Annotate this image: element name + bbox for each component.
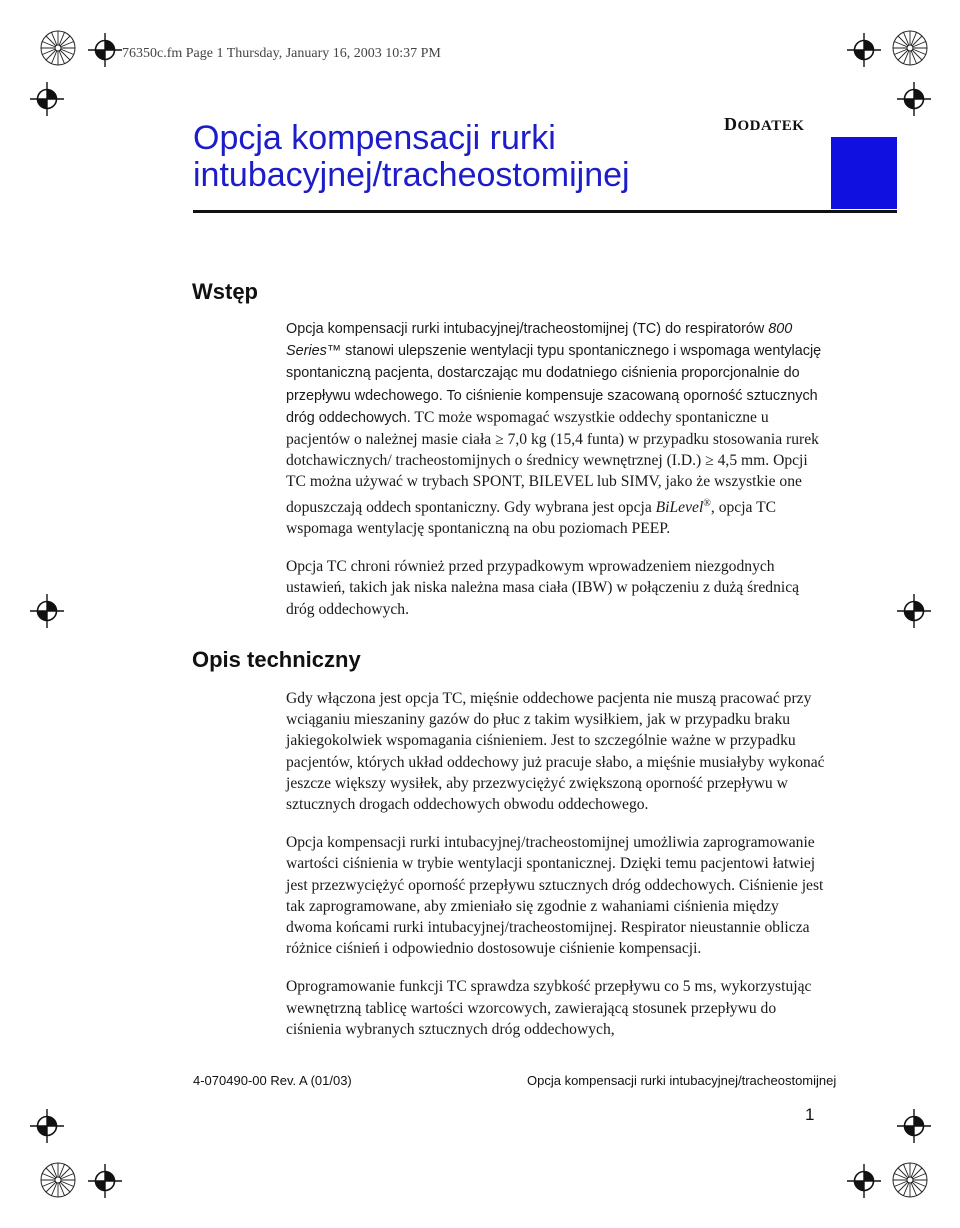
bilevel-term: BiLevel xyxy=(655,498,704,516)
intro-text-b: ™ stanowi ulepszenie wentylacji typu spontanicznego i wspomaga wentylację spontaniczną pacjenta, dostarczając mu dodatniego ciśnienia proporcjonalnie do przepływu wdechowego. To ciśnienie kompensuje szacowaną oporność sztucznych dróg oddechowych. xyxy=(286,343,822,426)
technical-paragraph-3: Oprogramowanie funkcji TC sprawdza szybkość przepływu co 5 ms, wykorzystując wewnętrzną tablicę wartości wzorcowych, zawierającą stosunek przepływu do ciśnienia wybranych sztucznych dróg oddechowych, xyxy=(286,978,812,1038)
intro-series-name: 800 Series xyxy=(286,321,793,360)
intro-text-d: 7,0 kg (15,4 funta) w przypadku stosowania rurek dotchawicznych/ tracheostomijnych o średnicy wewnętrznej (I.D.) xyxy=(286,431,819,470)
registration-mark-icon xyxy=(847,1164,881,1198)
starburst-target-icon xyxy=(890,1160,930,1200)
section-heading-intro: Wstęp xyxy=(192,279,258,304)
page-title-line2: intubacyjnej/tracheostomijnej xyxy=(193,156,630,194)
registration-mark-icon xyxy=(897,1109,931,1143)
intro-text-e: 4,5 mm. Opcji TC można używać w trybach SPONT, BILEVEL lub SIMV, jako że wszystkie one dopuszczają oddech spontaniczny. Gdy wybrana jest opcja xyxy=(286,452,808,516)
intro-paragraph-2: Opcja TC chroni również przed przypadkowym wprowadzeniem niezgodnych ustawień, takich jak niska należna masa ciała (IBW) w połączeniu z dużą średnicą dróg oddechowych. xyxy=(286,558,800,618)
appendix-tab-block xyxy=(831,137,897,209)
section-heading-technical: Opis techniczny xyxy=(192,647,361,672)
page-title-line1: Opcja kompensacji rurki xyxy=(193,119,556,157)
appendix-label xyxy=(724,114,804,135)
page-title xyxy=(193,120,630,194)
intro-text-a: Opcja kompensacji rurki intubacyjnej/tracheostomijnej (TC) do respiratorów xyxy=(286,321,769,337)
technical-body xyxy=(286,688,826,1040)
header-rule xyxy=(193,210,897,213)
registration-mark-icon xyxy=(30,1109,64,1143)
registration-mark-icon xyxy=(30,594,64,628)
registered-mark: ® xyxy=(703,497,711,509)
intro-text-f: , opcja TC wspomaga wentylację spontaniczną na obu poziomach PEEP. xyxy=(286,498,777,538)
registration-mark-icon xyxy=(897,594,931,628)
technical-paragraph-1: Gdy włączona jest opcja TC, mięśnie oddechowe pacjenta nie muszą pracować przy wciąganiu mieszaniny gazów do płuc z takim wysiłkiem, jak w przypadku braku jakiegokolwiek wspomagania ciśnieniem. Jest to szczególnie ważne w przypadku pacjentów, których układ oddechowy już pracuje słabo, a mięśnie musiałyby wykonać jeszcze większy wysiłek, aby przezwyciężyć zwiększoną oporność przepływu w sztucznych drogach oddechowych obwodu oddechowego. xyxy=(286,690,825,814)
starburst-target-icon xyxy=(38,1160,78,1200)
registration-mark-icon xyxy=(88,33,122,67)
registration-mark-icon xyxy=(30,82,64,116)
print-slug: 76350c.fm Page 1 Thursday, January 16, 2003 10:37 PM xyxy=(122,46,441,61)
registration-mark-icon xyxy=(897,82,931,116)
greater-equal-symbol: ≥ xyxy=(495,431,504,449)
intro-text-c: TC może wspomagać wszystkie oddechy spontaniczne u pacjentów o należnej masie ciała xyxy=(286,408,769,449)
intro-body xyxy=(286,318,826,620)
registration-mark-icon xyxy=(88,1164,122,1198)
footer-document-number: 4-070490-00 Rev. A (01/03) xyxy=(193,1073,352,1088)
starburst-target-icon xyxy=(38,28,78,68)
greater-equal-symbol: ≥ xyxy=(705,452,714,470)
appendix-label-rest: ODATEK xyxy=(737,118,805,134)
starburst-target-icon xyxy=(890,28,930,68)
intro-paragraph-1 xyxy=(286,318,826,539)
footer-running-title: Opcja kompensacji rurki intubacyjnej/tracheostomijnej xyxy=(527,1073,837,1088)
technical-paragraph-2: Opcja kompensacji rurki intubacyjnej/tracheostomijnej umożliwia zaprogramowanie wartości ciśnienia w trybie wentylacji spontanicznej. Dzięki temu pacjentowi łatwiej jest przezwyciężyć oporność przepływu sztucznych dróg oddechowych. Ciśnienie jest tak zaprogramowane, aby zmieniało się zgodnie z wahaniami ciśnienia między dwoma końcami rurki intubacyjnej/tracheostomijnej. Respirator nieustannie oblicza różnice ciśnień i odpowiednio dostosowuje ciśnienie kompensacji. xyxy=(286,834,824,958)
page-number: 1 xyxy=(805,1105,815,1124)
appendix-label-initial: D xyxy=(724,114,738,134)
registration-mark-icon xyxy=(847,33,881,67)
